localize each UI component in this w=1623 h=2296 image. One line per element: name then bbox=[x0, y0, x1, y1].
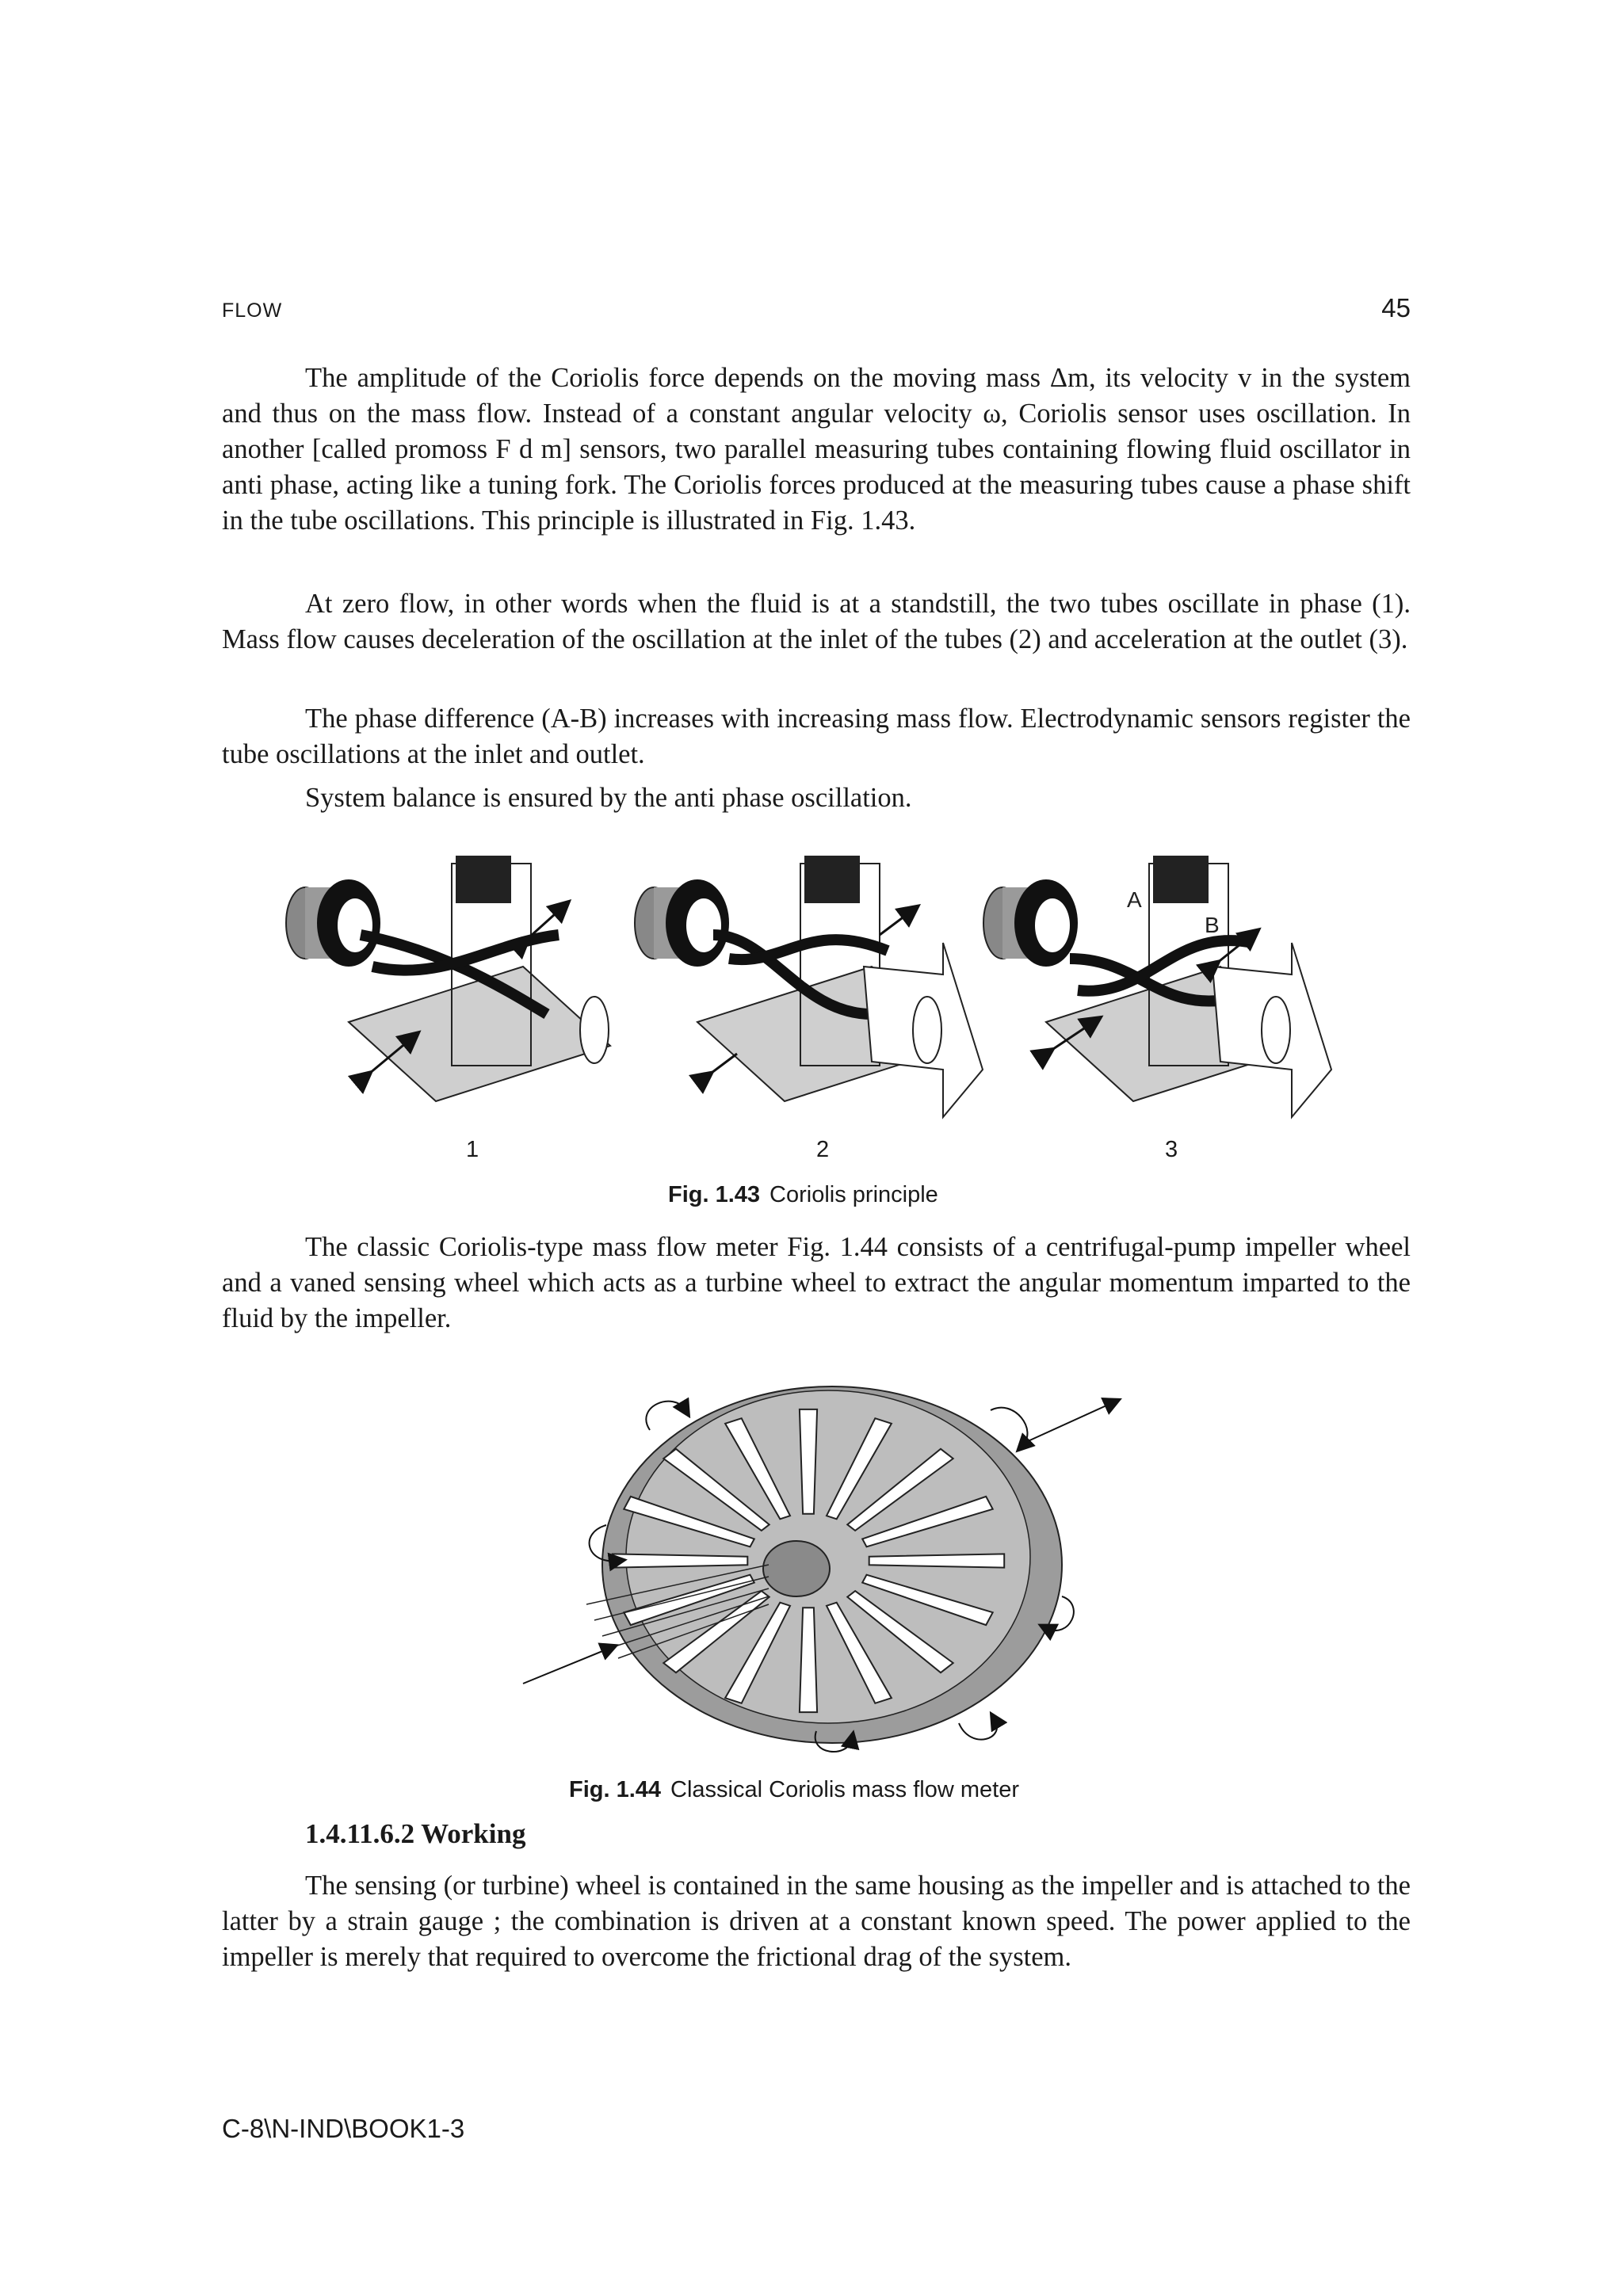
coriolis-principle-figure bbox=[262, 832, 1387, 1180]
paragraph-working bbox=[222, 1868, 1411, 1975]
running-head: FLOW bbox=[222, 299, 283, 322]
panel-label-3: 3 bbox=[1165, 1137, 1178, 1162]
paragraph-text: The sensing (or turbine) wheel is contained in the same housing as the impeller and is attached to the latter by a strain gauge ; the combination is driven at a constant known speed. The power applied to the impeller is merely that required to overcome the frictional drag of the system. bbox=[222, 1871, 1411, 1972]
figure-144-caption bbox=[569, 1777, 1019, 1803]
impeller-vane bbox=[613, 1554, 748, 1567]
page-number: 45 bbox=[1381, 293, 1411, 322]
point-a-label: A bbox=[1127, 887, 1142, 912]
paragraph-zero-flow bbox=[222, 586, 1411, 658]
paragraph-text: The classic Coriolis-type mass flow meter Fig. 1.44 consists of a centrifugal-pump impeller wheel and a vaned sensing wheel which acts as a turbine wheel to extract the angular momentum imparted to the fluid by the impeller. bbox=[222, 1232, 1411, 1333]
figure-143-number: Fig. 1.43 bbox=[668, 1182, 761, 1207]
paragraph-text: At zero flow, in other words when the fluid is at a standstill, the two tubes oscillate in phase (1). Mass flow causes deceleration of the oscillation at the inlet of the tubes (2) and acceleration at the outlet (3). bbox=[222, 589, 1411, 654]
panel-label-1: 1 bbox=[466, 1137, 479, 1162]
figure-143-caption bbox=[668, 1182, 938, 1208]
panel-2-inlet-deceleration bbox=[635, 856, 983, 1117]
impeller-vane bbox=[800, 1409, 817, 1514]
point-b-label: B bbox=[1205, 913, 1220, 937]
paragraph-text: System balance is ensured by the anti phase oscillation. bbox=[305, 783, 912, 813]
paragraph-classic-meter bbox=[222, 1230, 1411, 1337]
paragraph-phase-difference bbox=[222, 701, 1411, 772]
figure-144-title: Classical Coriolis mass flow meter bbox=[670, 1777, 1019, 1802]
footer-code: C-8\N-IND\BOOK1-3 bbox=[222, 2114, 465, 2143]
panel-3-outlet-acceleration bbox=[983, 856, 1331, 1117]
figure-144-number: Fig. 1.44 bbox=[569, 1777, 662, 1802]
paragraph-coriolis-amplitude bbox=[222, 360, 1411, 539]
panel-label-2: 2 bbox=[816, 1137, 830, 1162]
coriolis-mass-flow-meter-figure bbox=[515, 1367, 1149, 1759]
impeller-vane bbox=[800, 1608, 817, 1712]
paragraph-text: The amplitude of the Coriolis force depends on the moving mass Δm, its velocity v in the system and thus on the mass flow. Instead of a constant angular velocity ω, Coriolis sensor uses oscillation. In another [called promoss F d m] sensors, two parallel measuring tubes containing flowing fluid oscillator in anti phase, acting like a tuning fork. The Coriolis forces produced at the measuring tubes cause a phase shift in the tube oscillations. This principle is illustrated in Fig. 1.43. bbox=[222, 363, 1411, 536]
section-heading-working: 1.4.11.6.2 Working bbox=[305, 1818, 526, 1849]
paragraph-text: The phase difference (A-B) increases with increasing mass flow. Electrodynamic sensors register the tube oscillations at the inlet and outlet. bbox=[222, 704, 1411, 769]
panel-1-zero-flow bbox=[286, 856, 610, 1101]
paragraph-system-balance bbox=[222, 780, 1411, 816]
impeller-vane bbox=[869, 1554, 1005, 1567]
figure-143-title: Coriolis principle bbox=[769, 1182, 938, 1207]
